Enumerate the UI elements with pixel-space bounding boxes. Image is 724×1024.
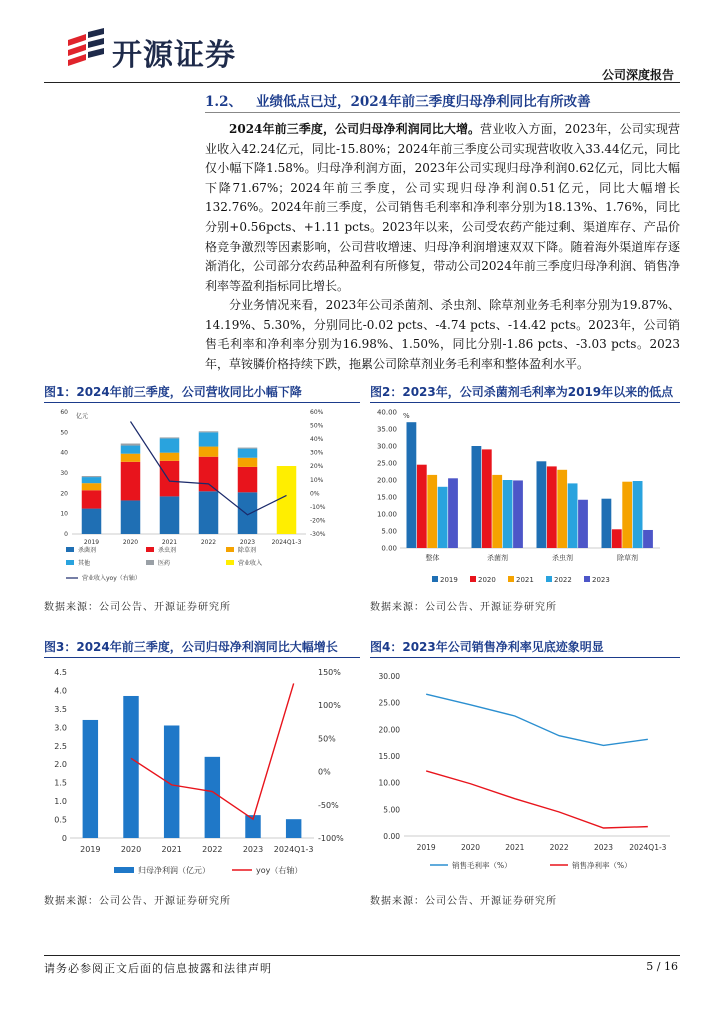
x-tick-label: 2021 bbox=[161, 539, 178, 546]
section-title bbox=[205, 90, 685, 112]
bar bbox=[633, 481, 643, 548]
y2-tick-label: 10% bbox=[310, 476, 324, 484]
x-tick-label: 2022 bbox=[202, 845, 223, 854]
y-tick-label: 60 bbox=[60, 409, 68, 416]
y2-tick-label: -20% bbox=[310, 517, 326, 525]
y2-tick-label: -30% bbox=[310, 531, 326, 538]
y-tick-label: 10.00 bbox=[376, 510, 397, 519]
legend-swatch bbox=[66, 560, 74, 565]
bar bbox=[568, 483, 578, 548]
legend-label: 2021 bbox=[516, 576, 534, 584]
bar-segment bbox=[160, 453, 180, 461]
bar-segment bbox=[160, 461, 180, 497]
section-title-rule bbox=[205, 112, 680, 113]
y-tick-label: 30.00 bbox=[376, 442, 397, 451]
bar-segment bbox=[121, 444, 141, 446]
x-tick-label: 2022 bbox=[200, 539, 217, 546]
bar-segment bbox=[199, 431, 219, 432]
y-tick-label: 30.00 bbox=[378, 672, 400, 681]
legend-swatch bbox=[432, 576, 438, 582]
figure-2-source: 数据来源：公司公告、开源证券研究所 bbox=[370, 602, 557, 613]
y2-tick-label: 50% bbox=[318, 734, 336, 744]
y-tick-label: 35.00 bbox=[376, 425, 397, 434]
section-title-text: 业绩低点已过，2024年前三季度归母净利同比有所改善 bbox=[256, 94, 591, 110]
logo-mark-icon bbox=[66, 28, 106, 68]
bar bbox=[407, 422, 417, 548]
y2-tick-label: -100% bbox=[318, 834, 344, 843]
y-tick-label: 3.0 bbox=[54, 723, 67, 733]
y-tick-label: 30 bbox=[60, 470, 68, 477]
figure-2-title: 图2：2023年，公司杀菌剂毛利率为2019年以来的低点 bbox=[370, 383, 680, 403]
figure-2-chart bbox=[370, 404, 680, 594]
legend-label: 2020 bbox=[478, 576, 496, 584]
y-tick-label: 4.5 bbox=[54, 668, 67, 677]
bar-segment bbox=[121, 462, 141, 501]
legend-label: 其他 bbox=[78, 560, 91, 567]
bar bbox=[612, 529, 622, 548]
legend-swatch bbox=[146, 547, 154, 552]
y2-tick-label: 40% bbox=[310, 436, 324, 444]
legend-swatch bbox=[226, 560, 234, 565]
y2-tick-label: 50% bbox=[310, 422, 324, 430]
section-number: 1.2、 bbox=[205, 94, 242, 110]
x-tick-label: 2023 bbox=[242, 845, 264, 854]
x-tick-label: 2020 bbox=[122, 539, 139, 546]
figure-1-title: 图1：2024年前三季度，公司营收同比小幅下降 bbox=[44, 383, 360, 403]
paragraph-1-body: 营业收入方面，2023年，公司实现营业收入42.24亿元，同比-15.80%；2024年前三季度公司实现营收收入33.44亿元，同比仅小幅下降1.58%。归母净利润方面，2023年公司实现归母净利润0.62亿元，同比大幅下降71.67%；2024年前三季度，公司实现归母净利润0.51亿元，同比大幅增长132.76%。2024年前三季度，公司销售毛利率和净利率分别为18.13%、1.76%，同比分别+0.56pcts、+1.11 pcts。2023年以来，公司受农药产能过剩、渠道库存、产品价格竞争激烈等因素影响，公司营收增速、归母净利润增速双双下降。随着海外渠道库存逐渐消化，公司部分农药品种盈利有所修复，带动公司2024年前三季度归母净利润、销售净利率等盈利指标同比增长。 bbox=[205, 122, 680, 293]
bar bbox=[286, 819, 301, 838]
legend-label: 杀菌剂 bbox=[78, 547, 97, 554]
bar bbox=[448, 478, 458, 548]
y2-tick-label: 0% bbox=[318, 767, 331, 777]
y-tick-label: 0 bbox=[61, 834, 67, 843]
bar-segment bbox=[82, 490, 102, 508]
legend-label: 营业收入 bbox=[238, 560, 263, 567]
x-tick-label: 杀菌剂 bbox=[487, 554, 508, 562]
legend-swatch bbox=[584, 576, 590, 582]
y2-tick-label: 60% bbox=[310, 409, 324, 416]
figure-4-source: 数据来源：公司公告、开源证券研究所 bbox=[370, 896, 557, 907]
bar bbox=[578, 500, 588, 548]
bar bbox=[482, 449, 492, 548]
legend-label: 销售净利率（%） bbox=[572, 861, 632, 870]
bar-segment bbox=[238, 449, 258, 458]
bar-segment bbox=[238, 467, 258, 492]
header-divider bbox=[44, 82, 680, 83]
x-tick-label: 2019 bbox=[416, 843, 436, 852]
y2-tick-label: 150% bbox=[318, 668, 341, 677]
y-tick-label: 20.00 bbox=[376, 476, 397, 485]
paragraph-1 bbox=[205, 120, 680, 296]
legend-swatch bbox=[114, 867, 134, 873]
footer-divider bbox=[44, 955, 680, 956]
x-tick-label: 2024Q1-3 bbox=[271, 539, 302, 546]
bar bbox=[83, 720, 98, 838]
y2-tick-label: 0% bbox=[310, 490, 320, 498]
y-tick-label: 10.00 bbox=[378, 778, 400, 788]
legend-label: yoy（右轴） bbox=[256, 866, 303, 875]
figure-4-title: 图4：2023年公司销售净利率见底迹象明显 bbox=[370, 638, 680, 658]
bar bbox=[537, 461, 547, 548]
legend-swatch bbox=[508, 576, 514, 582]
y2-tick-label: 20% bbox=[310, 463, 324, 471]
y-tick-label: 1.0 bbox=[54, 797, 67, 807]
x-tick-label: 2023 bbox=[239, 539, 256, 546]
x-tick-label: 2019 bbox=[83, 539, 100, 546]
series-line bbox=[426, 771, 648, 828]
y-tick-label: 0 bbox=[64, 531, 68, 538]
legend-swatch bbox=[470, 576, 476, 582]
legend-label: 2023 bbox=[592, 576, 610, 584]
unit-label: 亿元 bbox=[76, 413, 89, 420]
report-type: 公司深度报告 bbox=[601, 68, 674, 82]
bar bbox=[513, 480, 523, 548]
bar-segment bbox=[160, 496, 180, 534]
legend-label: 2022 bbox=[554, 576, 572, 584]
bar-segment bbox=[199, 491, 219, 534]
y-tick-label: 20.00 bbox=[378, 725, 400, 735]
legend-swatch bbox=[226, 547, 234, 552]
x-tick-label: 整体 bbox=[425, 554, 440, 562]
bar-segment bbox=[121, 500, 141, 534]
y-tick-label: 3.5 bbox=[54, 704, 67, 714]
y-tick-label: 15.00 bbox=[378, 752, 400, 761]
bar bbox=[123, 696, 138, 838]
x-tick-label: 2024Q1-3 bbox=[273, 845, 314, 854]
bar bbox=[438, 487, 448, 548]
footer-disclaimer: 请务必参阅正文后面的信息披露和法律声明 bbox=[44, 962, 272, 975]
bar bbox=[643, 530, 653, 548]
x-tick-label: 除草剂 bbox=[617, 554, 638, 562]
bar-segment bbox=[199, 432, 219, 446]
bar-segment bbox=[277, 466, 297, 534]
y-tick-label: 5.00 bbox=[381, 527, 397, 536]
bar-segment bbox=[121, 446, 141, 454]
y-tick-label: 20 bbox=[60, 490, 68, 498]
x-tick-label: 2022 bbox=[549, 843, 569, 852]
y-tick-label: 50 bbox=[60, 429, 68, 437]
y-tick-label: 0.00 bbox=[381, 544, 397, 553]
bar-segment bbox=[238, 448, 258, 449]
legend-swatch bbox=[146, 560, 154, 565]
y-tick-label: 4.0 bbox=[54, 686, 67, 696]
figure-3-source: 数据来源：公司公告、开源证券研究所 bbox=[44, 896, 231, 907]
bar bbox=[622, 482, 632, 548]
bar bbox=[547, 466, 557, 548]
y-tick-label: 10 bbox=[60, 510, 68, 518]
legend-label: 营业收入yoy（右轴） bbox=[82, 575, 141, 582]
legend-label: 归母净利润（亿元） bbox=[138, 866, 210, 875]
bar-segment bbox=[238, 458, 258, 467]
bar bbox=[557, 470, 567, 548]
y2-tick-label: 100% bbox=[318, 701, 341, 711]
legend-label: 医药 bbox=[158, 560, 171, 567]
y-tick-label: 2.5 bbox=[54, 741, 67, 751]
legend-label: 2019 bbox=[440, 576, 458, 584]
y2-tick-label: -50% bbox=[318, 800, 339, 810]
legend-swatch bbox=[546, 576, 552, 582]
series-line bbox=[426, 694, 648, 745]
y-tick-label: 0.00 bbox=[383, 832, 400, 841]
bar-segment bbox=[121, 454, 141, 462]
bar bbox=[417, 465, 427, 548]
legend-label: 除草剂 bbox=[238, 547, 257, 554]
y-tick-label: 5.00 bbox=[383, 805, 400, 815]
x-tick-label: 2023 bbox=[593, 843, 614, 852]
bar bbox=[492, 475, 502, 548]
y-tick-label: 25.00 bbox=[376, 459, 397, 468]
y-tick-label: 1.5 bbox=[54, 778, 67, 788]
y-tick-label: 15.00 bbox=[376, 493, 397, 502]
x-tick-label: 2020 bbox=[460, 843, 481, 852]
legend-label: 杀虫剂 bbox=[158, 547, 177, 554]
paragraph-1-lead: 2024年前三季度，公司归母净利润同比大增。 bbox=[229, 122, 481, 136]
x-tick-label: 2020 bbox=[120, 845, 142, 854]
y-tick-label: 0.5 bbox=[54, 815, 67, 825]
x-tick-label: 2021 bbox=[161, 845, 182, 854]
bar-segment bbox=[238, 492, 258, 534]
bar bbox=[503, 480, 513, 548]
y-tick-label: 2.0 bbox=[54, 760, 67, 770]
bar bbox=[427, 475, 437, 548]
x-tick-label: 2019 bbox=[80, 845, 101, 854]
bar bbox=[602, 499, 612, 548]
x-tick-label: 杀虫剂 bbox=[552, 554, 573, 562]
figure-1-chart bbox=[44, 404, 360, 594]
bar-segment bbox=[199, 447, 219, 457]
figure-3-title: 图3：2024年前三季度，公司归母净利润同比大幅增长 bbox=[44, 638, 360, 658]
bar-segment bbox=[199, 457, 219, 492]
y-tick-label: 25.00 bbox=[378, 698, 400, 708]
logo-text: 开源证券 bbox=[112, 38, 236, 73]
page-number: 5 / 16 bbox=[646, 960, 678, 973]
bar bbox=[205, 757, 220, 838]
bar-segment bbox=[82, 509, 102, 534]
bar-segment bbox=[160, 438, 180, 452]
bar-segment bbox=[82, 477, 102, 483]
x-tick-label: 2021 bbox=[505, 843, 525, 852]
bar-segment bbox=[82, 483, 102, 490]
y-tick-label: 40 bbox=[60, 449, 68, 457]
bar-segment bbox=[160, 437, 180, 438]
y-tick-label: 40.00 bbox=[376, 408, 397, 417]
figure-4-chart bbox=[370, 662, 680, 880]
legend-swatch bbox=[66, 547, 74, 552]
company-logo bbox=[66, 28, 266, 73]
paragraph-2: 分业务情况来看，2023年公司杀菌剂、杀虫剂、除草剂业务毛利率分别为19.87%、14.19%、5.30%，分别同比-0.02 pcts、-4.74 pcts、-14.42 pcts。2023年，公司销售毛利率和净利率分别为16.98%、1.50%，同比分别-1.86 pcts、-3.03 pcts。2023年，草铵膦价格持续下跌，拖累公司除草剂业务毛利率和整体盈利水平。 bbox=[205, 298, 680, 371]
y2-tick-label: 30% bbox=[310, 449, 324, 457]
bar-segment bbox=[82, 476, 102, 477]
bar bbox=[472, 446, 482, 548]
figure-3-chart bbox=[44, 662, 360, 880]
x-tick-label: 2024Q1-3 bbox=[629, 843, 667, 852]
unit-label: % bbox=[403, 412, 410, 420]
y2-tick-label: -10% bbox=[310, 503, 326, 511]
legend-label: 销售毛利率（%） bbox=[452, 861, 512, 870]
figure-1-source: 数据来源：公司公告、开源证券研究所 bbox=[44, 602, 231, 613]
